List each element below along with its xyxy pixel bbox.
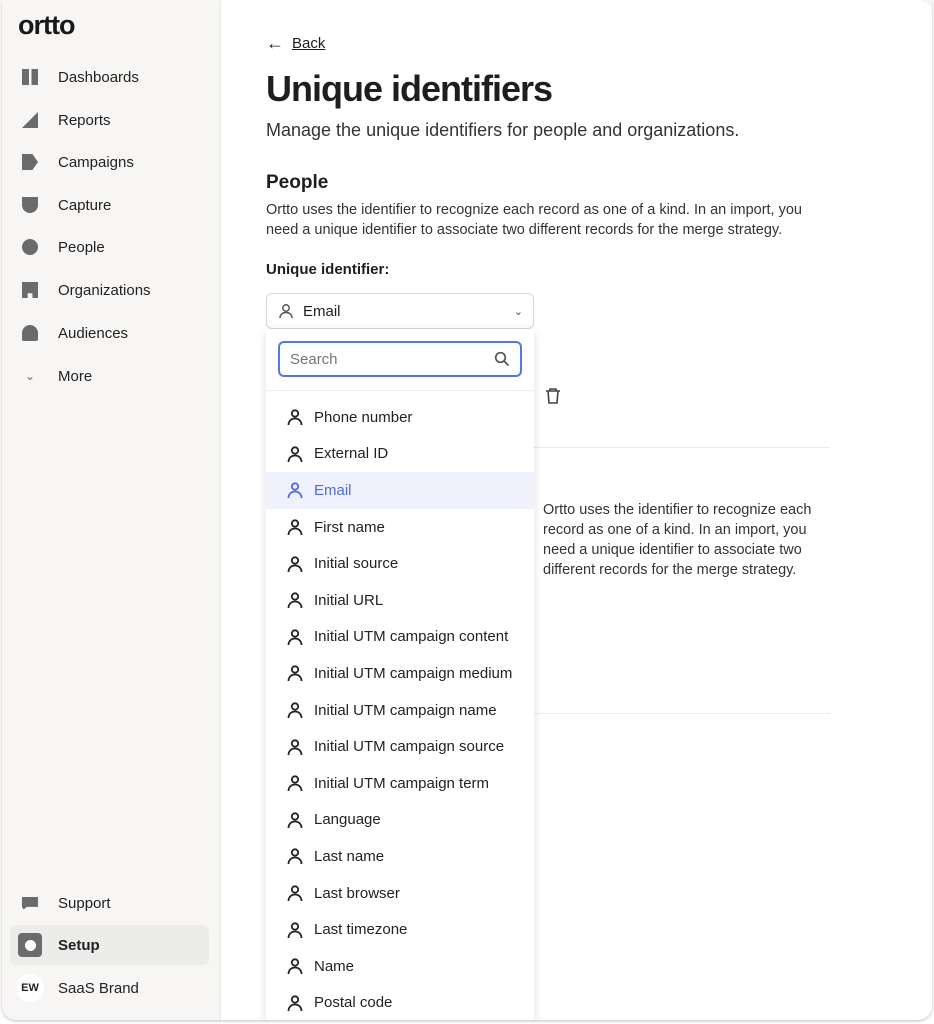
selected-value: Email [303, 302, 341, 320]
sidebar-item-people[interactable] [10, 227, 209, 267]
people-icon [22, 239, 38, 255]
person-icon [286, 994, 304, 1012]
person-icon [286, 847, 304, 865]
dropdown-option[interactable] [266, 692, 534, 729]
person-icon [286, 445, 304, 463]
sidebar-item-support[interactable] [10, 883, 209, 923]
sidebar-item-audiences[interactable] [10, 313, 209, 353]
option-label: Initial UTM campaign medium [314, 664, 513, 682]
option-label: Phone number [314, 408, 413, 426]
dropdown-option[interactable] [266, 436, 534, 473]
arrow-left-icon: ← [266, 33, 284, 53]
person-icon [286, 481, 304, 499]
sidebar-item-organizations[interactable] [10, 270, 209, 310]
app-window [2, 0, 932, 1020]
sidebar-item-label: Organizations [58, 281, 151, 299]
option-label: Initial source [314, 555, 399, 573]
unique-identifier-select[interactable] [266, 293, 534, 329]
dashboards-icon [22, 69, 38, 85]
person-icon [286, 811, 304, 829]
search-field[interactable] [278, 341, 522, 377]
dropdown-option[interactable] [266, 582, 534, 619]
option-label: Last browser [314, 884, 400, 902]
dropdown-option[interactable] [266, 911, 534, 948]
sidebar-item-label: Dashboards [58, 68, 139, 86]
dropdown-option[interactable] [266, 765, 534, 802]
page-subtitle: Manage the unique identifiers for people and organizations. [266, 120, 740, 140]
option-label: Initial UTM campaign source [314, 738, 505, 756]
dropdown-option[interactable] [266, 875, 534, 912]
sidebar-item-label: Campaigns [58, 153, 134, 171]
options-list [266, 399, 534, 1020]
dropdown-option[interactable] [266, 838, 534, 875]
capture-icon [22, 197, 38, 213]
person-icon [286, 408, 304, 426]
person-icon [286, 664, 304, 682]
campaigns-icon [22, 154, 38, 170]
search-icon [494, 351, 510, 367]
person-icon [286, 628, 304, 646]
option-label: Initial UTM campaign content [314, 628, 509, 646]
dropdown-option[interactable] [266, 545, 534, 582]
sidebar-item-label: Reports [58, 111, 111, 129]
sidebar-item-label: Support [58, 894, 111, 912]
sidebar-item-label: More [58, 367, 93, 385]
main-content [221, 0, 932, 1020]
person-icon [286, 884, 304, 902]
option-label: External ID [314, 445, 389, 463]
person-icon [286, 921, 304, 939]
people-description: Ortto uses the identifier to recognize each record as one of a kind. In an import, you need a unique identifier to associate two different records for the merge strategy. [266, 202, 802, 238]
sidebar-item-capture[interactable] [10, 185, 209, 225]
trash-icon[interactable] [545, 387, 561, 405]
sidebar-item-reports[interactable] [10, 100, 209, 140]
organizations-description: Ortto uses the identifier to recognize each record as one of a kind. In an import, you need a unique identifier to associate two different records for the merge strategy. [543, 502, 812, 578]
sidebar-item-label: SaaS Brand [58, 979, 139, 997]
chevron-down-icon: ⌄ [513, 305, 523, 318]
option-label: Postal code [314, 994, 393, 1012]
option-label: Email [314, 481, 352, 499]
dropdown-option[interactable] [266, 985, 534, 1021]
unique-identifier-label: Unique identifier: [266, 261, 390, 278]
sidebar-item-more[interactable] [10, 356, 209, 396]
avatar: EW [16, 974, 44, 1002]
dropdown-option[interactable] [266, 655, 534, 692]
option-label: Initial URL [314, 591, 384, 609]
dropdown-option[interactable] [266, 619, 534, 656]
sidebar-item-label: Audiences [58, 324, 129, 342]
option-label: Last name [314, 847, 385, 865]
sidebar-item-account[interactable] [10, 968, 209, 1008]
sidebar-item-label: Setup [58, 936, 100, 954]
dropdown-option[interactable] [266, 509, 534, 546]
person-icon [286, 555, 304, 573]
person-icon [286, 591, 304, 609]
chevron-down-icon: ⌄ [24, 369, 36, 383]
dropdown-divider [266, 390, 534, 391]
dropdown-option[interactable] [266, 948, 534, 985]
dropdown-option[interactable] [266, 802, 534, 839]
option-label: First name [314, 518, 385, 536]
page-title: Unique identifiers [266, 68, 553, 109]
people-heading: People [266, 172, 329, 193]
organizations-icon [22, 282, 38, 298]
person-icon [286, 518, 304, 536]
option-label: Last timezone [314, 921, 408, 939]
sidebar [2, 0, 221, 1020]
person-icon [286, 774, 304, 792]
person-icon [286, 701, 304, 719]
back-link[interactable] [266, 33, 325, 54]
identifier-dropdown [266, 329, 534, 1020]
dropdown-option[interactable] [266, 728, 534, 765]
dropdown-option[interactable] [266, 472, 534, 509]
sidebar-item-setup[interactable] [10, 925, 209, 965]
search-input[interactable] [290, 351, 494, 368]
person-icon [286, 957, 304, 975]
back-label: Back [292, 35, 326, 52]
sidebar-item-label: People [58, 238, 105, 256]
dropdown-option[interactable] [266, 399, 534, 436]
person-icon [277, 302, 295, 320]
ortto-logo[interactable]: ortto [18, 10, 75, 40]
sidebar-item-label: Capture [58, 196, 112, 214]
reports-icon [22, 112, 38, 128]
person-icon [286, 738, 304, 756]
option-label: Initial UTM campaign name [314, 701, 497, 719]
sidebar-item-dashboards[interactable] [10, 57, 209, 97]
support-icon [22, 897, 38, 910]
option-label: Language [314, 811, 381, 829]
option-label: Initial UTM campaign term [314, 774, 490, 792]
option-label: Name [314, 957, 355, 975]
sidebar-item-campaigns[interactable] [10, 142, 209, 182]
audiences-icon [22, 325, 38, 341]
setup-icon [18, 933, 42, 957]
